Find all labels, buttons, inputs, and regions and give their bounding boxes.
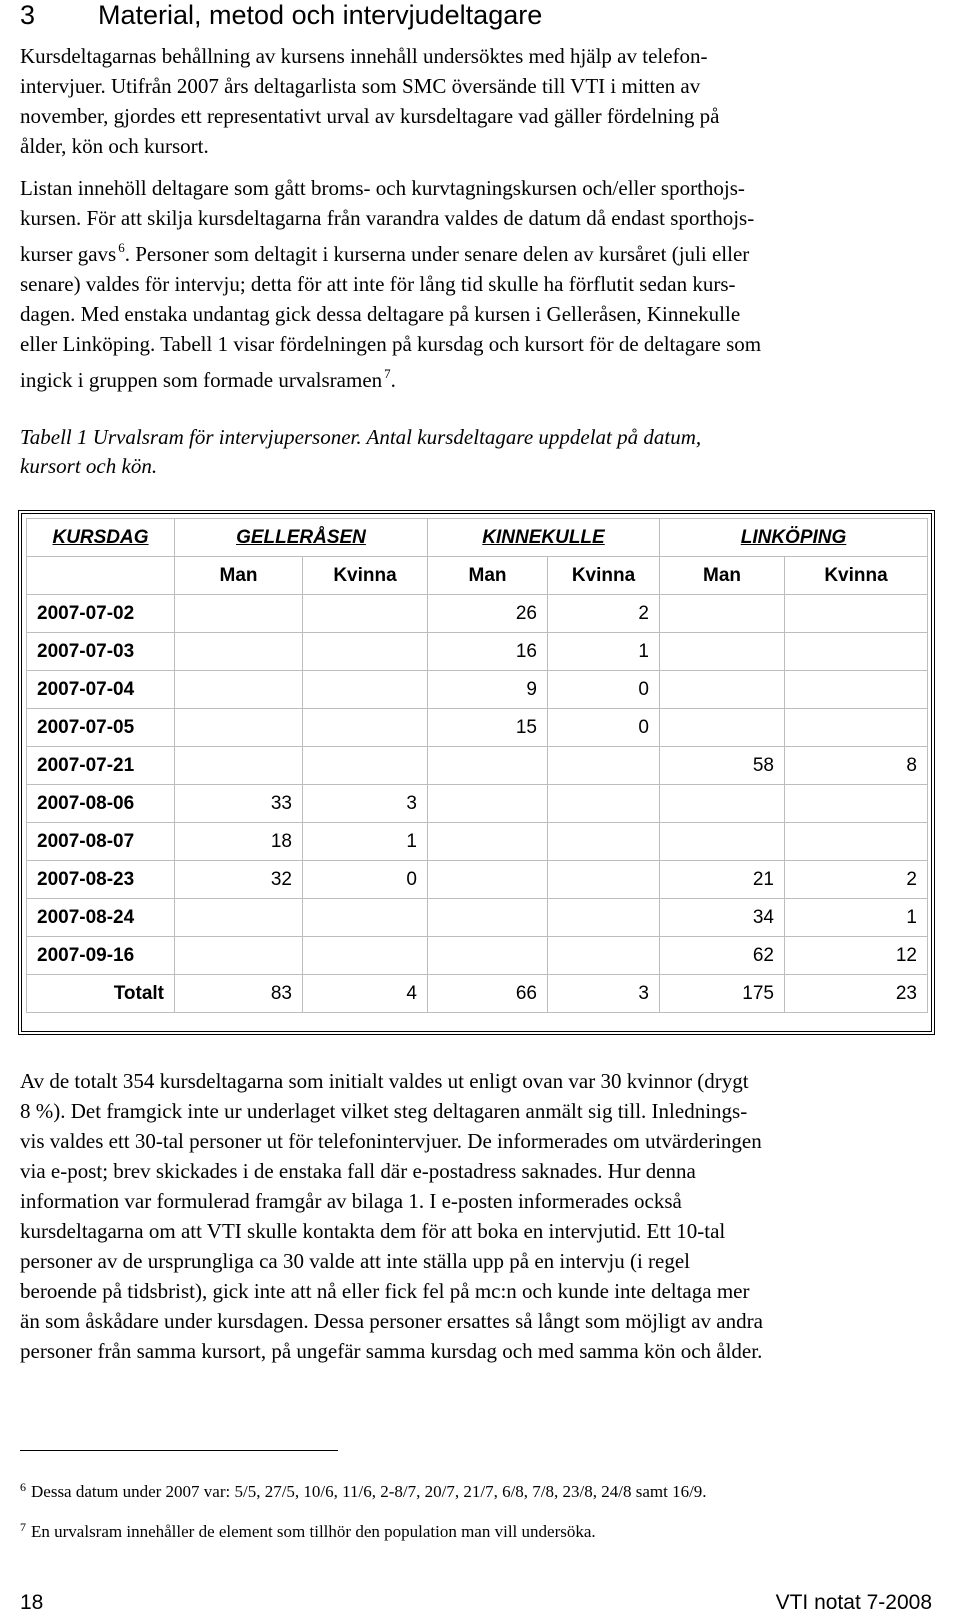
section-number: 3 — [20, 0, 36, 30]
table-cell — [175, 709, 303, 747]
table-frame — [18, 510, 935, 1035]
total-cell: 3 — [548, 975, 660, 1013]
text-line: 8 %). Det framgick inte ur underlaget vilket steg deltagaren anmält sig till. Inlednings- — [20, 1099, 748, 1123]
footnote-number: 7 — [20, 1520, 26, 1534]
table-cell — [785, 595, 928, 633]
column-subheader: Kvinna — [548, 557, 660, 595]
caption-line: kursort och kön. — [20, 454, 158, 478]
table-cell: 26 — [428, 595, 548, 633]
text-line: Av de totalt 354 kursdeltagarna som initialt valdes ut enligt ovan var 30 kvinnor (drygt — [20, 1069, 749, 1093]
table-cell — [785, 709, 928, 747]
table-cell — [785, 785, 928, 823]
text-line: ålder, kön och kursort. — [20, 134, 209, 158]
table-cell: 58 — [660, 747, 785, 785]
text-line: november, gjordes ett representativt urval av kursdeltagare vad gäller fördelning på — [20, 104, 720, 128]
text-line: via e-post; brev skickades i de enstaka fall där e-postadress saknades. Hur denna — [20, 1159, 696, 1183]
total-label: Totalt — [27, 975, 175, 1013]
table-row — [27, 633, 928, 671]
table-row — [27, 595, 928, 633]
table-cell — [428, 823, 548, 861]
column-subheader: Man — [175, 557, 303, 595]
row-date: 2007-07-05 — [27, 709, 175, 747]
column-subheader: Kvinna — [303, 557, 428, 595]
table-cell — [548, 747, 660, 785]
column-header: KURSDAG — [27, 519, 175, 557]
table-cell — [175, 633, 303, 671]
table-cell: 9 — [428, 671, 548, 709]
table-row — [27, 785, 928, 823]
section-heading — [20, 0, 542, 30]
text-line: personer från samma kursort, på ungefär samma kursdag och med samma kön och ålder. — [20, 1339, 763, 1363]
table-cell — [303, 937, 428, 975]
paragraph-participants — [20, 1066, 940, 1366]
table-cell: 18 — [175, 823, 303, 861]
text-line: dagen. Med enstaka undantag gick dessa deltagare på kursen i Gelleråsen, Kinnekulle — [20, 302, 741, 326]
table-cell: 8 — [785, 747, 928, 785]
text-line: än som åskådare under kursdagen. Dessa personer ersattes så långt som möjligt av andra — [20, 1309, 763, 1333]
row-date: 2007-08-06 — [27, 785, 175, 823]
footnote — [20, 1476, 707, 1503]
table-cell — [660, 671, 785, 709]
table-row — [27, 747, 928, 785]
table-caption — [20, 423, 701, 481]
table-cell — [303, 709, 428, 747]
text-line: intervjuer. Utifrån 2007 års deltagarlista som SMC översände till VTI i mitten av — [20, 74, 701, 98]
table-cell — [548, 937, 660, 975]
table-total-row — [27, 975, 928, 1013]
table-cell — [428, 785, 548, 823]
table-cell: 1 — [785, 899, 928, 937]
total-cell: 175 — [660, 975, 785, 1013]
table-cell — [303, 671, 428, 709]
table-cell: 15 — [428, 709, 548, 747]
footnote-text: Dessa datum under 2007 var: 5/5, 27/5, 10/6, 11/6, 2-8/7, 20/7, 21/7, 6/8, 7/8, 23/8, 24/8 samt 16/9. — [31, 1482, 707, 1501]
total-cell: 4 — [303, 975, 428, 1013]
table-cell — [303, 633, 428, 671]
footnote-number: 6 — [20, 1480, 26, 1494]
table-cell — [175, 899, 303, 937]
footnote — [20, 1516, 596, 1543]
footnote-ref: 6 — [118, 240, 125, 255]
total-cell: 83 — [175, 975, 303, 1013]
row-date: 2007-08-23 — [27, 861, 175, 899]
table-cell: 3 — [303, 785, 428, 823]
table-row — [27, 823, 928, 861]
row-date: 2007-08-07 — [27, 823, 175, 861]
footnote-text: En urvalsram innehåller de element som tillhör den population man vill undersöka. — [31, 1522, 596, 1541]
table-cell: 1 — [548, 633, 660, 671]
table-cell — [660, 595, 785, 633]
publication-name: VTI notat 7-2008 — [775, 1591, 932, 1614]
table-cell: 1 — [303, 823, 428, 861]
table-cell — [548, 899, 660, 937]
table-header-row — [27, 519, 928, 557]
table-cell — [303, 899, 428, 937]
table-cell — [303, 595, 428, 633]
column-header: KINNEKULLE — [428, 519, 660, 557]
table-cell: 21 — [660, 861, 785, 899]
caption-line: Tabell 1 Urvalsram för intervjupersoner. Antal kursdeltagare uppdelat på datum, — [20, 425, 702, 449]
column-header: LINKÖPING — [660, 519, 928, 557]
column-header: GELLERÅSEN — [175, 519, 428, 557]
table-cell — [428, 861, 548, 899]
table-subheader-row — [27, 557, 928, 595]
total-cell: 23 — [785, 975, 928, 1013]
table-cell: 0 — [548, 709, 660, 747]
table-cell: 32 — [175, 861, 303, 899]
table-cell — [660, 823, 785, 861]
footnote-divider — [20, 1450, 338, 1451]
table-cell — [548, 785, 660, 823]
paragraph-selection — [20, 173, 940, 395]
table-cell — [660, 785, 785, 823]
table-cell — [548, 861, 660, 899]
text-line: kurser gavs $^6$. Personer som deltagit i kurserna under senare delen av kursåret (juli eller — [20, 240, 750, 266]
text-line: kursen. För att skilja kursdeltagarna från varandra valdes de datum då endast sporthojs- — [20, 206, 755, 230]
table-cell: 0 — [303, 861, 428, 899]
row-date: 2007-07-21 — [27, 747, 175, 785]
table-row — [27, 899, 928, 937]
column-subheader: Man — [428, 557, 548, 595]
section-title: Material, metod och intervjudeltagare — [98, 0, 543, 30]
column-subheader: Man — [660, 557, 785, 595]
table-cell — [660, 633, 785, 671]
table-cell: 16 — [428, 633, 548, 671]
table-cell — [428, 899, 548, 937]
table-cell — [785, 823, 928, 861]
text-line: kursdeltagarna om att VTI skulle kontakta dem för att boka en intervjutid. Ett 10-tal — [20, 1219, 726, 1243]
table-row — [27, 671, 928, 709]
table-cell — [548, 823, 660, 861]
row-date: 2007-09-16 — [27, 937, 175, 975]
table-cell — [785, 671, 928, 709]
table-cell — [175, 747, 303, 785]
paragraph-intro — [20, 41, 940, 161]
footnote-ref: 7 — [384, 366, 391, 381]
total-cell: 66 — [428, 975, 548, 1013]
text-line: information var formulerad framgår av bilaga 1. I e-posten informerades också — [20, 1189, 682, 1213]
table-row — [27, 709, 928, 747]
text-line: Kursdeltagarnas behållning av kursens innehåll undersöktes med hjälp av telefon- — [20, 44, 708, 68]
text-line: beroende på tidsbrist), gick inte att nå eller fick fel på mc:n och kunde inte deltaga mer — [20, 1279, 750, 1303]
table-cell — [175, 937, 303, 975]
data-table — [26, 518, 928, 1013]
table-cell — [175, 671, 303, 709]
text-line: Listan innehöll deltagare som gått broms- och kurvtagningskursen och/eller sporthojs- — [20, 176, 745, 200]
table-cell — [175, 595, 303, 633]
column-subheader: Kvinna — [785, 557, 928, 595]
row-date: 2007-07-02 — [27, 595, 175, 633]
table-cell — [660, 709, 785, 747]
table-cell: 2 — [548, 595, 660, 633]
text-line: ingick i gruppen som formade urvalsramen $^7$. — [20, 366, 396, 392]
table-cell: 0 — [548, 671, 660, 709]
table-cell — [303, 747, 428, 785]
table-cell: 2 — [785, 861, 928, 899]
table-cell: 12 — [785, 937, 928, 975]
text-line: vis valdes ett 30-tal personer ut för telefonintervjuer. De informerades om utvärderingen — [20, 1129, 762, 1153]
row-date: 2007-07-03 — [27, 633, 175, 671]
text-line: senare) valdes för intervju; detta för att inte för lång tid skulle ha förflutit sedan kurs- — [20, 272, 736, 296]
text-line: eller Linköping. Tabell 1 visar fördelningen på kursdag och kursort för de deltagare som — [20, 332, 762, 356]
text-line: personer av de ursprungliga ca 30 valde att inte ställa upp på en intervju (i regel — [20, 1249, 691, 1273]
table-row — [27, 861, 928, 899]
table-cell: 34 — [660, 899, 785, 937]
table-row — [27, 937, 928, 975]
empty-cell — [27, 557, 175, 595]
table-body — [27, 595, 928, 975]
row-date: 2007-08-24 — [27, 899, 175, 937]
page-number: 18 — [20, 1591, 44, 1614]
row-date: 2007-07-04 — [27, 671, 175, 709]
table-cell: 62 — [660, 937, 785, 975]
table-cell — [785, 633, 928, 671]
table-cell: 33 — [175, 785, 303, 823]
table-cell — [428, 937, 548, 975]
table-cell — [428, 747, 548, 785]
